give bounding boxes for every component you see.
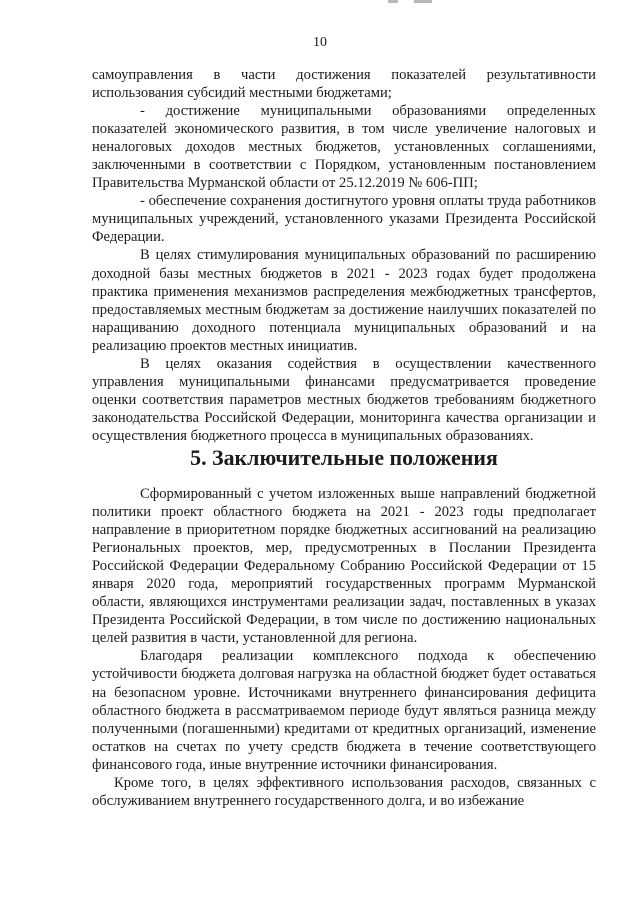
paragraph-continuation: самоуправления в части достижения показателей результативности использования субсидий местными бюджетами; [92, 67, 596, 102]
document-body [92, 66, 596, 810]
page-number: 10 [313, 35, 327, 50]
paragraph-debt-load: Благодаря реализации комплексного подхода к обеспечению устойчивости бюджета долговая нагрузка на областной бюджет будет оставаться на безопасном уровне. Источниками внутреннего финансирования дефицита областного бюджета в рассматриваемом периоде будут являться разница между полученными (погашенными) кредитами от кредитных организаций, изменение остатков на счетах по учету средств бюджета в течение соответствующего финансового года, иные внутренние источники финансирования. [92, 648, 596, 773]
bullet-item-wage-level: - обеспечение сохранения достигнутого уровня оплаты труда работников муниципальных учреждений, установленного указами Президента Российской Федерации. [92, 193, 596, 246]
scan-artifact [388, 0, 448, 4]
section-heading: 5. Заключительные положения [190, 444, 498, 470]
paragraph-budget-draft: Сформированный с учетом изложенных выше направлений бюджетной политики проект областного бюджета на 2021 - 2023 годы предполагает направление в приоритетном порядке бюджетных ассигнований на реализацию Региональных проектов, мер, предусмотренных в Послании Президента Российской Федерации Федеральному Собранию Российской Федерации от 15 января 2020 года, мероприятий государственных программ Мурманской области, являющихся инструментами реализации задач, поставленных в указах Президента Российской Федерации, в том числе по достижению национальных целей развития в части, установленной для региона. [92, 485, 596, 647]
bullet-item-economic-indicators: - достижение муниципальными образованиями определенных показателей экономического развития, в том числе увеличение налоговых и неналоговых доходов местных бюджетов, установленных соглашениями, заключенными в соответствии с Порядком, установленным постановлением Правительства Мурманской области от 25.12.2019 № 606-ПП; [92, 103, 596, 192]
paragraph-debt-service: Кроме того, в целях эффективного использования расходов, связанных с обслуживанием внутреннего государственного долга, и во избежание [92, 774, 596, 809]
paragraph-municipal-finance: В целях оказания содействия в осуществлении качественного управления муниципальными финансами предусматривается проведение оценки соответствия параметров местных бюджетов требованиям бюджетного законодательства Российской Федерации, мониторинга качества организации и осуществления бюджетного процесса в муниципальных образованиях. [92, 355, 596, 444]
paragraph-revenue-base: В целях стимулирования муниципальных образований по расширению доходной базы местных бюджетов в 2021 - 2023 годах будет продолжена практика применения механизмов распределения межбюджетных трансфертов, предоставляемых местным бюджетам за достижение наилучших показателей по наращиванию доходного потенциала муниципальных образований и на реализацию проектов местных инициатив. [92, 247, 596, 354]
